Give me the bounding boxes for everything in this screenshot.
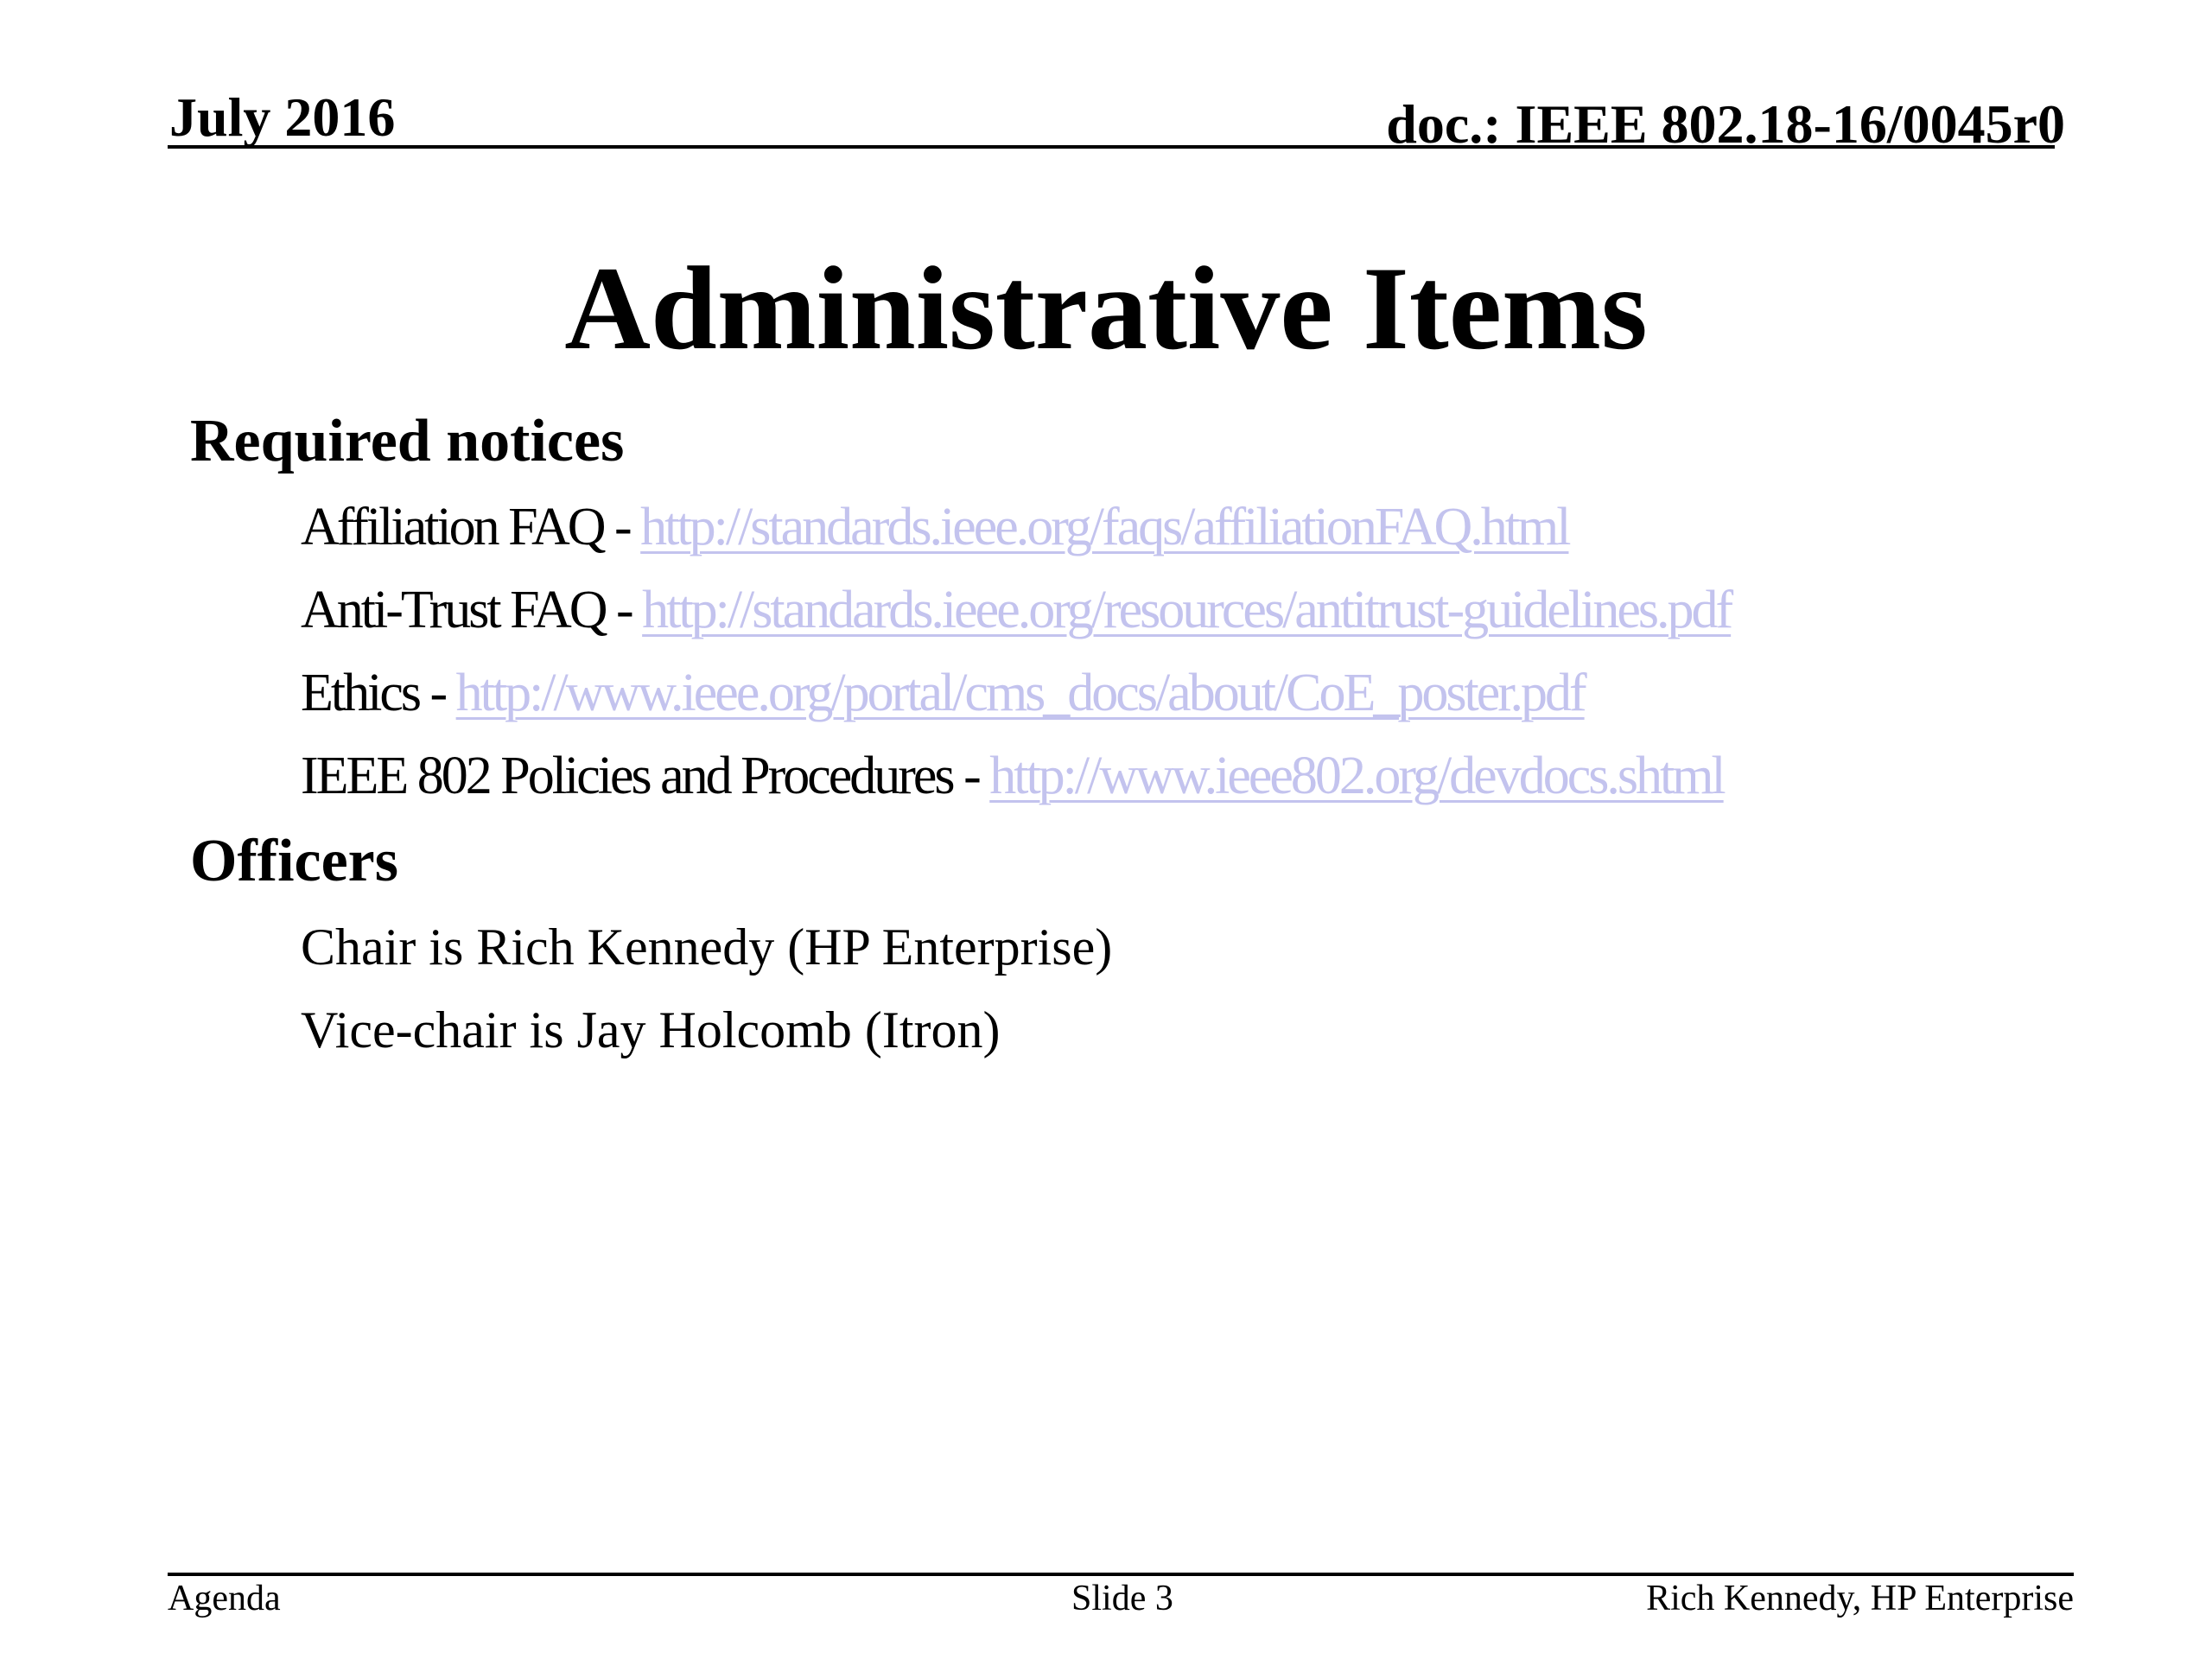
notice-ethics: [301, 658, 1585, 728]
policies-procedures-link[interactable]: http://www.ieee802.org/devdocs.shtml: [989, 747, 1724, 805]
required-notices-heading: Required notices: [190, 408, 625, 474]
footer-right: Rich Kennedy, HP Enterprise: [1646, 1579, 2074, 1618]
header-doc-id: doc.: IEEE 802.18-16/0045r0: [1386, 93, 2065, 155]
notice-affiliation-faq: [301, 493, 1568, 562]
notice-label: IEEE 802 Policies and Procedures -: [301, 747, 990, 805]
antitrust-faq-link[interactable]: http://standards.ieee.org/resources/antitrust-guidelines.pdf: [642, 581, 1732, 639]
notice-policies-procedures: [301, 741, 1724, 810]
officers-heading: Officers: [190, 828, 398, 894]
footer-slide-number: Slide 3: [1071, 1579, 1173, 1618]
officer-chair: Chair is Rich Kennedy (HP Enterprise): [301, 918, 1113, 976]
affiliation-faq-link[interactable]: http://standards.ieee.org/faqs/affiliationFAQ.html: [640, 498, 1569, 556]
ethics-link[interactable]: http://www.ieee.org/portal/cms_docs/about/CoE_poster.pdf: [455, 664, 1585, 722]
officer-vice-chair: Vice-chair is Jay Holcomb (Itron): [301, 1001, 1001, 1058]
notice-label: Ethics -: [301, 664, 456, 722]
footer-left: Agenda: [168, 1579, 281, 1618]
slide-title: Administrative Items: [564, 242, 1648, 374]
notice-antitrust-faq: [301, 575, 1731, 645]
header-date: July 2016: [169, 86, 396, 148]
header-divider: [168, 145, 2055, 149]
notice-label: Affiliation FAQ -: [301, 498, 641, 556]
notice-label: Anti-Trust FAQ -: [301, 581, 643, 639]
